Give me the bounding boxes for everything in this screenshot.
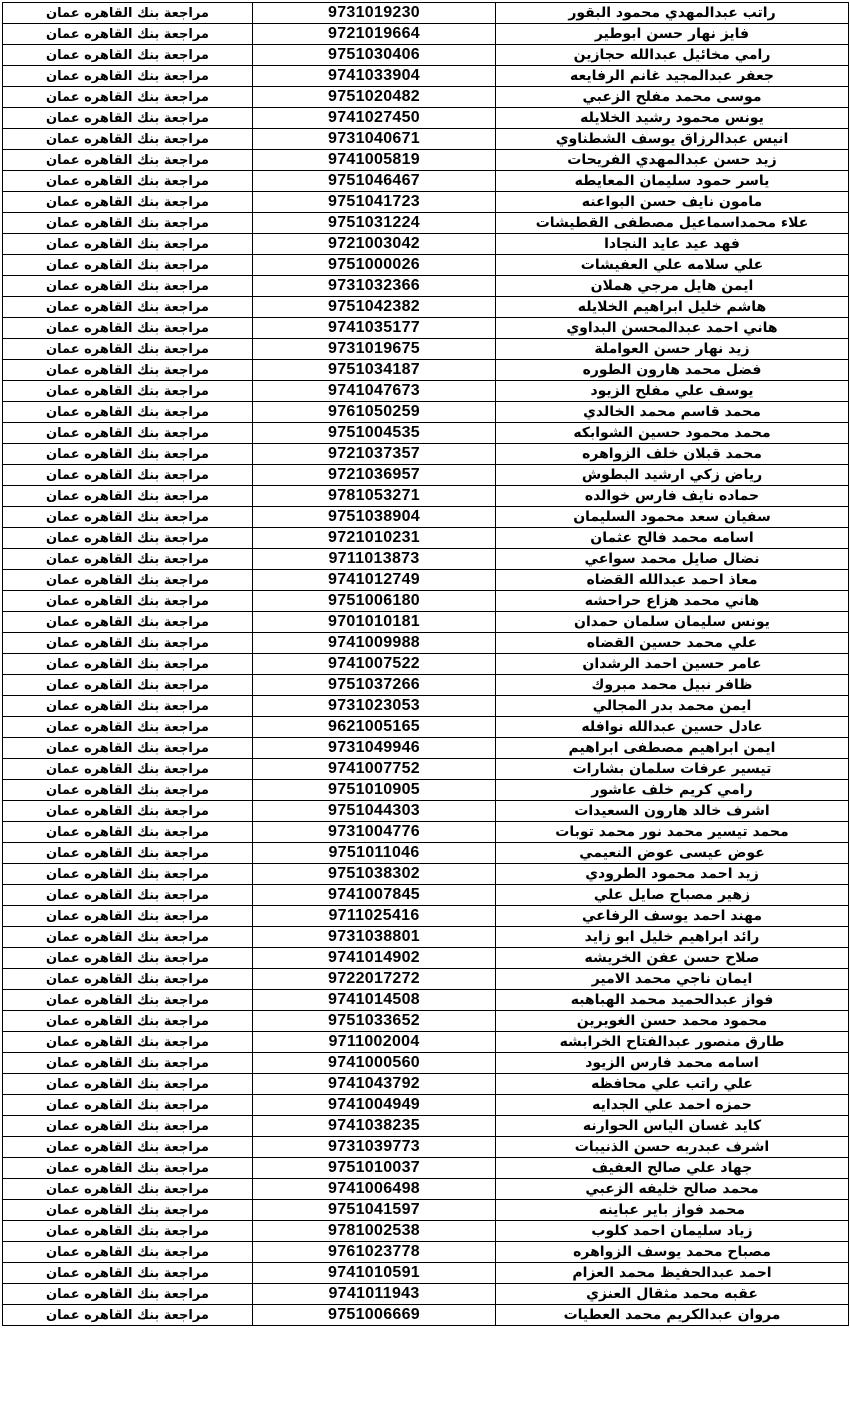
note-cell: مراجعة بنك القاهره عمان: [3, 1200, 253, 1221]
id-number-cell: 9751006669: [253, 1305, 496, 1326]
table-row: [3, 1116, 849, 1137]
name-cell: عادل حسين عبدالله نوافله: [496, 717, 849, 738]
id-number-cell: 9721003042: [253, 234, 496, 255]
id-number-cell: 9751031224: [253, 213, 496, 234]
note-cell: مراجعة بنك القاهره عمان: [3, 1137, 253, 1158]
table-row: [3, 990, 849, 1011]
note-cell: مراجعة بنك القاهره عمان: [3, 129, 253, 150]
note-cell: مراجعة بنك القاهره عمان: [3, 402, 253, 423]
id-number-cell: 9711025416: [253, 906, 496, 927]
id-number-cell: 9741043792: [253, 1074, 496, 1095]
table-row: [3, 360, 849, 381]
id-number-cell: 9731039773: [253, 1137, 496, 1158]
note-cell: مراجعة بنك القاهره عمان: [3, 1221, 253, 1242]
name-cell: علي سلامه علي العفيشات: [496, 255, 849, 276]
note-cell: مراجعة بنك القاهره عمان: [3, 528, 253, 549]
note-cell: مراجعة بنك القاهره عمان: [3, 717, 253, 738]
table-row: [3, 3, 849, 24]
table-row: [3, 465, 849, 486]
id-number-cell: 9701010181: [253, 612, 496, 633]
table-row: [3, 129, 849, 150]
name-cell: كايد غسان الياس الحوارنه: [496, 1116, 849, 1137]
id-number-cell: 9741010591: [253, 1263, 496, 1284]
records-table: [2, 2, 849, 1326]
note-cell: مراجعة بنك القاهره عمان: [3, 66, 253, 87]
id-number-cell: 9751020482: [253, 87, 496, 108]
id-number-cell: 9781002538: [253, 1221, 496, 1242]
table-row: [3, 1137, 849, 1158]
id-number-cell: 9731019675: [253, 339, 496, 360]
note-cell: مراجعة بنك القاهره عمان: [3, 885, 253, 906]
name-cell: سفيان سعد محمود السليمان: [496, 507, 849, 528]
id-number-cell: 9781053271: [253, 486, 496, 507]
note-cell: مراجعة بنك القاهره عمان: [3, 45, 253, 66]
name-cell: محمد قبلان خلف الزواهره: [496, 444, 849, 465]
id-number-cell: 9751041597: [253, 1200, 496, 1221]
note-cell: مراجعة بنك القاهره عمان: [3, 1011, 253, 1032]
note-cell: مراجعة بنك القاهره عمان: [3, 423, 253, 444]
note-cell: مراجعة بنك القاهره عمان: [3, 864, 253, 885]
name-cell: صلاح حسن عفن الخريشه: [496, 948, 849, 969]
table-row: [3, 801, 849, 822]
table-row: [3, 717, 849, 738]
id-number-cell: 9731032366: [253, 276, 496, 297]
name-cell: مروان عبدالكريم محمد العطيات: [496, 1305, 849, 1326]
id-number-cell: 9731040671: [253, 129, 496, 150]
name-cell: زهير مصباح صايل علي: [496, 885, 849, 906]
note-cell: مراجعة بنك القاهره عمان: [3, 234, 253, 255]
id-number-cell: 9751034187: [253, 360, 496, 381]
id-number-cell: 9751046467: [253, 171, 496, 192]
table-row: [3, 612, 849, 633]
name-cell: رياض زكي ارشيد البطوش: [496, 465, 849, 486]
note-cell: مراجعة بنك القاهره عمان: [3, 1284, 253, 1305]
table-row: [3, 843, 849, 864]
note-cell: مراجعة بنك القاهره عمان: [3, 906, 253, 927]
table-row: [3, 885, 849, 906]
id-number-cell: 9731049946: [253, 738, 496, 759]
note-cell: مراجعة بنك القاهره عمان: [3, 150, 253, 171]
note-cell: مراجعة بنك القاهره عمان: [3, 801, 253, 822]
note-cell: مراجعة بنك القاهره عمان: [3, 570, 253, 591]
table-row: [3, 822, 849, 843]
id-number-cell: 9741033904: [253, 66, 496, 87]
table-row: [3, 1179, 849, 1200]
name-cell: اشرف عبدربه حسن الذنيبات: [496, 1137, 849, 1158]
table-row: [3, 507, 849, 528]
name-cell: محمد صالح خليفه الزعبي: [496, 1179, 849, 1200]
note-cell: مراجعة بنك القاهره عمان: [3, 360, 253, 381]
name-cell: مامون نايف حسن البواعنه: [496, 192, 849, 213]
id-number-cell: 9751004535: [253, 423, 496, 444]
id-number-cell: 9751011046: [253, 843, 496, 864]
note-cell: مراجعة بنك القاهره عمان: [3, 738, 253, 759]
table-row: [3, 864, 849, 885]
id-number-cell: 9721036957: [253, 465, 496, 486]
table-row: [3, 24, 849, 45]
note-cell: مراجعة بنك القاهره عمان: [3, 1074, 253, 1095]
name-cell: رائد ابراهيم خليل ابو زايد: [496, 927, 849, 948]
table-row: [3, 696, 849, 717]
table-row: [3, 1242, 849, 1263]
id-number-cell: 9741004949: [253, 1095, 496, 1116]
table-row: [3, 1200, 849, 1221]
note-cell: مراجعة بنك القاهره عمان: [3, 927, 253, 948]
table-row: [3, 1284, 849, 1305]
id-number-cell: 9731004776: [253, 822, 496, 843]
table-row: [3, 1074, 849, 1095]
note-cell: مراجعة بنك القاهره عمان: [3, 990, 253, 1011]
id-number-cell: 9741007845: [253, 885, 496, 906]
id-number-cell: 9741009988: [253, 633, 496, 654]
name-cell: علي راتب علي محافظه: [496, 1074, 849, 1095]
table-row: [3, 87, 849, 108]
name-cell: راتب عبدالمهدي محمود البقور: [496, 3, 849, 24]
name-cell: رامي كريم خلف عاشور: [496, 780, 849, 801]
id-number-cell: 9741035177: [253, 318, 496, 339]
table-row: [3, 906, 849, 927]
name-cell: زيد نهار حسن العواملة: [496, 339, 849, 360]
note-cell: مراجعة بنك القاهره عمان: [3, 255, 253, 276]
table-row: [3, 45, 849, 66]
table-row: [3, 234, 849, 255]
table-row: [3, 759, 849, 780]
id-number-cell: 9741047673: [253, 381, 496, 402]
table-row: [3, 276, 849, 297]
id-number-cell: 9751033652: [253, 1011, 496, 1032]
table-row: [3, 633, 849, 654]
note-cell: مراجعة بنك القاهره عمان: [3, 381, 253, 402]
table-row: [3, 1053, 849, 1074]
table-row: [3, 171, 849, 192]
table-row: [3, 738, 849, 759]
note-cell: مراجعة بنك القاهره عمان: [3, 507, 253, 528]
name-cell: معاذ احمد عبدالله القضاه: [496, 570, 849, 591]
name-cell: مصباح محمد يوسف الزواهره: [496, 1242, 849, 1263]
id-number-cell: 9741027450: [253, 108, 496, 129]
note-cell: مراجعة بنك القاهره عمان: [3, 192, 253, 213]
table-row: [3, 1032, 849, 1053]
name-cell: ايمن محمد بدر المجالي: [496, 696, 849, 717]
table-row: [3, 948, 849, 969]
name-cell: عامر حسين احمد الرشدان: [496, 654, 849, 675]
id-number-cell: 9761023778: [253, 1242, 496, 1263]
note-cell: مراجعة بنك القاهره عمان: [3, 87, 253, 108]
id-number-cell: 9751044303: [253, 801, 496, 822]
table-row: [3, 339, 849, 360]
records-table-body: [3, 3, 849, 1326]
id-number-cell: 9741007752: [253, 759, 496, 780]
note-cell: مراجعة بنك القاهره عمان: [3, 318, 253, 339]
name-cell: مهند احمد يوسف الرفاعي: [496, 906, 849, 927]
note-cell: مراجعة بنك القاهره عمان: [3, 696, 253, 717]
name-cell: طارق منصور عبدالفتاح الخرابشه: [496, 1032, 849, 1053]
note-cell: مراجعة بنك القاهره عمان: [3, 591, 253, 612]
name-cell: حمزه احمد علي الجدايه: [496, 1095, 849, 1116]
id-number-cell: 9741000560: [253, 1053, 496, 1074]
table-row: [3, 675, 849, 696]
name-cell: عوض عيسى عوض النعيمي: [496, 843, 849, 864]
note-cell: مراجعة بنك القاهره عمان: [3, 276, 253, 297]
note-cell: مراجعة بنك القاهره عمان: [3, 1095, 253, 1116]
id-number-cell: 9751038904: [253, 507, 496, 528]
name-cell: ظافر نبيل محمد مبروك: [496, 675, 849, 696]
note-cell: مراجعة بنك القاهره عمان: [3, 297, 253, 318]
table-row: [3, 528, 849, 549]
name-cell: ايمن ابراهيم مصطفى ابراهيم: [496, 738, 849, 759]
note-cell: مراجعة بنك القاهره عمان: [3, 1116, 253, 1137]
table-row: [3, 192, 849, 213]
name-cell: حماده نايف فارس خوالده: [496, 486, 849, 507]
table-row: [3, 108, 849, 129]
note-cell: مراجعة بنك القاهره عمان: [3, 654, 253, 675]
note-cell: مراجعة بنك القاهره عمان: [3, 339, 253, 360]
note-cell: مراجعة بنك القاهره عمان: [3, 822, 253, 843]
id-number-cell: 9621005165: [253, 717, 496, 738]
name-cell: جهاد علي صالح العفيف: [496, 1158, 849, 1179]
note-cell: مراجعة بنك القاهره عمان: [3, 108, 253, 129]
name-cell: هاشم خليل ابراهيم الخلايله: [496, 297, 849, 318]
id-number-cell: 9721019664: [253, 24, 496, 45]
table-row: [3, 150, 849, 171]
id-number-cell: 9731019230: [253, 3, 496, 24]
name-cell: اسامه محمد فارس الزيود: [496, 1053, 849, 1074]
table-row: [3, 402, 849, 423]
name-cell: موسى محمد مفلح الزعبي: [496, 87, 849, 108]
name-cell: ايمان ناجي محمد الامير: [496, 969, 849, 990]
note-cell: مراجعة بنك القاهره عمان: [3, 612, 253, 633]
name-cell: فواز عبدالحميد محمد الهباهبه: [496, 990, 849, 1011]
table-row: [3, 1221, 849, 1242]
name-cell: نضال صايل محمد سواعي: [496, 549, 849, 570]
name-cell: انيس عبدالرزاق يوسف الشطناوي: [496, 129, 849, 150]
note-cell: مراجعة بنك القاهره عمان: [3, 465, 253, 486]
id-number-cell: 9731023053: [253, 696, 496, 717]
table-row: [3, 927, 849, 948]
note-cell: مراجعة بنك القاهره عمان: [3, 1158, 253, 1179]
table-row: [3, 1011, 849, 1032]
id-number-cell: 9751006180: [253, 591, 496, 612]
id-number-cell: 9721010231: [253, 528, 496, 549]
table-row: [3, 444, 849, 465]
id-number-cell: 9741006498: [253, 1179, 496, 1200]
name-cell: عقبه محمد مثقال العنزي: [496, 1284, 849, 1305]
table-row: [3, 255, 849, 276]
note-cell: مراجعة بنك القاهره عمان: [3, 759, 253, 780]
table-row: [3, 381, 849, 402]
note-cell: مراجعة بنك القاهره عمان: [3, 948, 253, 969]
note-cell: مراجعة بنك القاهره عمان: [3, 780, 253, 801]
note-cell: مراجعة بنك القاهره عمان: [3, 1263, 253, 1284]
id-number-cell: 9741007522: [253, 654, 496, 675]
id-number-cell: 9751038302: [253, 864, 496, 885]
note-cell: مراجعة بنك القاهره عمان: [3, 1242, 253, 1263]
name-cell: زياد سليمان احمد كلوب: [496, 1221, 849, 1242]
id-number-cell: 9751010037: [253, 1158, 496, 1179]
note-cell: مراجعة بنك القاهره عمان: [3, 843, 253, 864]
name-cell: يونس محمود رشيد الخلايله: [496, 108, 849, 129]
table-row: [3, 297, 849, 318]
name-cell: رامي مخائيل عبدالله حجازين: [496, 45, 849, 66]
name-cell: هاني محمد هزاع حراحشه: [496, 591, 849, 612]
table-row: [3, 1305, 849, 1326]
note-cell: مراجعة بنك القاهره عمان: [3, 24, 253, 45]
name-cell: احمد عبدالحفيظ محمد العزام: [496, 1263, 849, 1284]
name-cell: علي محمد حسين القضاه: [496, 633, 849, 654]
table-row: [3, 570, 849, 591]
id-number-cell: 9761050259: [253, 402, 496, 423]
id-number-cell: 9711002004: [253, 1032, 496, 1053]
note-cell: مراجعة بنك القاهره عمان: [3, 549, 253, 570]
note-cell: مراجعة بنك القاهره عمان: [3, 1032, 253, 1053]
name-cell: يوسف علي مفلح الزيود: [496, 381, 849, 402]
id-number-cell: 9722017272: [253, 969, 496, 990]
name-cell: هاني احمد عبدالمحسن البداوي: [496, 318, 849, 339]
table-row: [3, 213, 849, 234]
id-number-cell: 9741038235: [253, 1116, 496, 1137]
name-cell: محمد فواز باير عباينه: [496, 1200, 849, 1221]
note-cell: مراجعة بنك القاهره عمان: [3, 213, 253, 234]
note-cell: مراجعة بنك القاهره عمان: [3, 486, 253, 507]
name-cell: زيد احمد محمود الطرودي: [496, 864, 849, 885]
table-row: [3, 780, 849, 801]
note-cell: مراجعة بنك القاهره عمان: [3, 171, 253, 192]
name-cell: ياسر حمود سليمان المعايطه: [496, 171, 849, 192]
id-number-cell: 9741012749: [253, 570, 496, 591]
table-row: [3, 318, 849, 339]
note-cell: مراجعة بنك القاهره عمان: [3, 633, 253, 654]
table-row: [3, 423, 849, 444]
id-number-cell: 9751037266: [253, 675, 496, 696]
name-cell: اسامه محمد فالح عثمان: [496, 528, 849, 549]
name-cell: تيسير عرفات سلمان بشارات: [496, 759, 849, 780]
table-row: [3, 1263, 849, 1284]
name-cell: اشرف خالد هارون السعيدات: [496, 801, 849, 822]
id-number-cell: 9741014902: [253, 948, 496, 969]
note-cell: مراجعة بنك القاهره عمان: [3, 1305, 253, 1326]
name-cell: علاء محمداسماعيل مصطفى القطيشات: [496, 213, 849, 234]
name-cell: محمد قاسم محمد الخالدي: [496, 402, 849, 423]
note-cell: مراجعة بنك القاهره عمان: [3, 969, 253, 990]
table-row: [3, 654, 849, 675]
note-cell: مراجعة بنك القاهره عمان: [3, 444, 253, 465]
table-row: [3, 591, 849, 612]
id-number-cell: 9741014508: [253, 990, 496, 1011]
name-cell: فضل محمد هارون الطوره: [496, 360, 849, 381]
id-number-cell: 9751042382: [253, 297, 496, 318]
table-row: [3, 969, 849, 990]
name-cell: فايز نهار حسن ابوطير: [496, 24, 849, 45]
note-cell: مراجعة بنك القاهره عمان: [3, 1053, 253, 1074]
table-row: [3, 486, 849, 507]
id-number-cell: 9751010905: [253, 780, 496, 801]
id-number-cell: 9711013873: [253, 549, 496, 570]
id-number-cell: 9751000026: [253, 255, 496, 276]
note-cell: مراجعة بنك القاهره عمان: [3, 675, 253, 696]
name-cell: جعفر عبدالمجيد غانم الرفايعه: [496, 66, 849, 87]
note-cell: مراجعة بنك القاهره عمان: [3, 1179, 253, 1200]
id-number-cell: 9741005819: [253, 150, 496, 171]
table-row: [3, 549, 849, 570]
table-row: [3, 1158, 849, 1179]
id-number-cell: 9751041723: [253, 192, 496, 213]
note-cell: مراجعة بنك القاهره عمان: [3, 3, 253, 24]
id-number-cell: 9731038801: [253, 927, 496, 948]
name-cell: محمود محمد حسن الغويرين: [496, 1011, 849, 1032]
table-row: [3, 66, 849, 87]
name-cell: محمد تيسير محمد نور محمد توبات: [496, 822, 849, 843]
name-cell: يونس سليمان سلمان حمدان: [496, 612, 849, 633]
id-number-cell: 9721037357: [253, 444, 496, 465]
name-cell: فهد عيد عايد النجادا: [496, 234, 849, 255]
name-cell: ايمن هايل مرجي هملان: [496, 276, 849, 297]
table-row: [3, 1095, 849, 1116]
id-number-cell: 9741011943: [253, 1284, 496, 1305]
name-cell: محمد محمود حسين الشوابكه: [496, 423, 849, 444]
name-cell: زيد حسن عبدالمهدي الفريحات: [496, 150, 849, 171]
id-number-cell: 9751030406: [253, 45, 496, 66]
